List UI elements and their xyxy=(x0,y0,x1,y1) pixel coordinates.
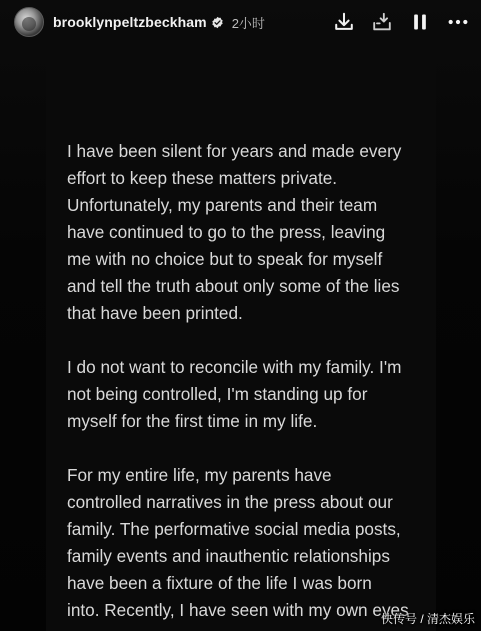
text-line: family events and inauthentic relationships xyxy=(67,546,390,566)
download-button[interactable] xyxy=(331,9,357,35)
pause-button[interactable] xyxy=(407,9,433,35)
text-line: me with no choice but to speak for myself xyxy=(67,249,383,269)
more-options-button[interactable] xyxy=(445,9,471,35)
post-time: 2小时 xyxy=(231,15,265,31)
verified-badge-icon xyxy=(211,16,224,29)
text-line: family. The performative social media posts, xyxy=(67,519,401,539)
save-to-tray-icon xyxy=(371,11,393,33)
text-line: myself for the first time in my life. xyxy=(67,411,318,431)
avatar[interactable] xyxy=(14,7,44,37)
text-line: For my entire life, my parents have xyxy=(67,465,332,485)
text-line: not being controlled, I'm standing up for xyxy=(67,384,368,404)
text-line: have been a fixture of the life I was born xyxy=(67,573,372,593)
text-line: effort to keep these matters private. xyxy=(67,168,338,188)
text-line: I do not want to reconcile with my family. I'm xyxy=(67,357,402,377)
statement-paragraph xyxy=(67,462,427,624)
more-options-icon xyxy=(447,11,469,33)
text-line: controlled narratives in the press about our xyxy=(67,492,393,512)
pause-icon xyxy=(410,12,430,32)
username[interactable]: brooklynpeltzbeckham xyxy=(53,14,207,30)
text-line: Unfortunately, my parents and their team xyxy=(67,195,378,215)
text-line: into. Recently, I have seen with my own eyes xyxy=(67,600,409,620)
text-line: that have been printed. xyxy=(67,303,243,323)
download-icon xyxy=(333,11,355,33)
statement-paragraph xyxy=(67,354,427,435)
statement-paragraph xyxy=(67,138,427,327)
text-line: and tell the truth about only some of the lies xyxy=(67,276,400,296)
story-header xyxy=(0,0,481,44)
header-actions xyxy=(319,9,471,35)
save-button[interactable] xyxy=(369,9,395,35)
text-line: I have been silent for years and made every xyxy=(67,141,402,161)
statement-text xyxy=(67,138,427,624)
source-watermark: 快传号 / 清杰娱乐 xyxy=(380,612,475,626)
text-line: have continued to go to the press, leaving xyxy=(67,222,386,242)
